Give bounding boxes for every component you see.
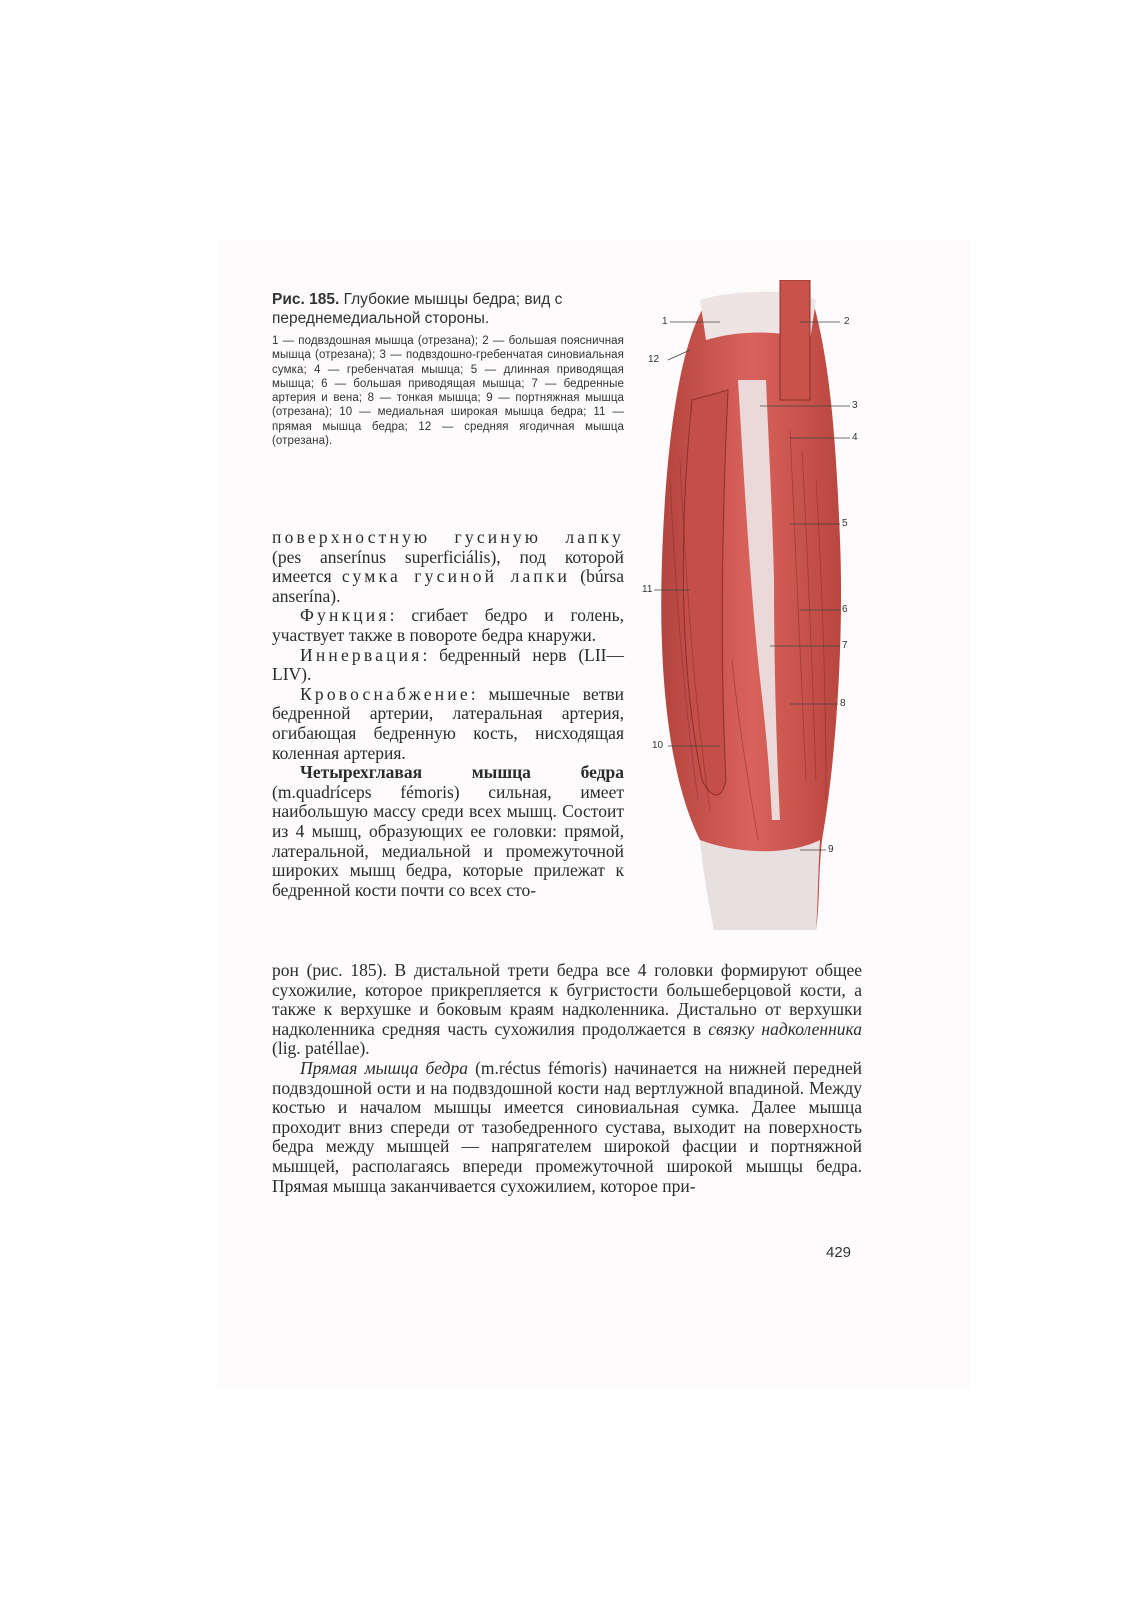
figure-label-9: 9 — [828, 844, 834, 855]
figure-label-8: 8 — [840, 698, 846, 709]
figure-label-1: 1 — [662, 316, 668, 327]
anatomy-figure — [640, 280, 880, 940]
figure-label-11: 11 — [642, 584, 653, 595]
caption-prefix: Рис. 185. — [272, 291, 340, 308]
term-rectus-femoris: Прямая мышца бедра — [300, 1057, 468, 1078]
figure-label-2: 2 — [844, 316, 850, 327]
caption-title — [272, 290, 624, 328]
paragraph-tendon — [272, 961, 862, 1059]
figure-label-4: 4 — [852, 432, 858, 443]
column-text — [272, 528, 624, 900]
text-run: : мышечные ветви бедренной артерии, латеральная артерия, огибающая бедренную кость, нисходящая коленная артерия. — [272, 683, 624, 763]
text-run: рон (рис. 185). В дистальной трети бедра все 4 головки формируют общее сухожилие, которое прикрепляется к бугристости большеберцовой кости, а также к верхушке и боковым краям надколенника. Дистально от верхушки надколенника средняя часть сухожилия продолжается в — [272, 960, 862, 1039]
term-pes-anserinus: поверхностную гусиную лапку — [272, 527, 624, 547]
caption-title-text: Глубокие мышцы бедра; вид с переднемедиальной стороны. — [272, 291, 563, 327]
text-run: (búrsa anserína). — [272, 566, 624, 606]
figure-label-10: 10 — [652, 740, 664, 751]
text-run: : сгибает бедро и голень, участвует также в повороте бедра кнаружи. — [272, 605, 624, 645]
paragraph-rectus-femoris — [272, 1059, 862, 1196]
figure-label-3: 3 — [852, 400, 858, 411]
label-blood-supply: Кровоснабжение — [300, 683, 471, 704]
caption-legend: 1 — подвздошная мышца (отрезана); 2 — большая поясничная мышца (отрезана); 3 — подвздошно-гребенчатая синовиальная сумка; 4 — гребенчатая мышца; 5 — длинная приводящая мышца; 6 — большая приводящая мышца; 7 — бедренные артерия и вена; 8 — тонкая мышца; 9 — портняжная мышца (отрезана); 10 — медиальная широкая мышца бедра; 11 — прямая мышца бедра; 12 — средняя ягодичная мышца (отрезана). — [272, 335, 624, 448]
paragraph-quadriceps — [272, 763, 624, 900]
term-bursa: сумка гусиной лапки — [341, 566, 571, 587]
label-innervation: Иннервация — [300, 644, 423, 665]
text-run: : бедренный нерв (LII—LIV). — [272, 644, 624, 685]
term-patellar-ligament: связку надколенника — [708, 1018, 862, 1039]
figure-label-6: 6 — [842, 604, 848, 615]
paragraph-pes-anserinus — [272, 528, 624, 606]
label-function: Функция — [300, 605, 390, 626]
text-run: (pes anserínus superficiális), под которой имеется — [272, 546, 624, 587]
heading-quadriceps: Четырехглавая мышца бедра — [300, 762, 624, 783]
figure-caption — [272, 290, 624, 448]
text-run: (m.réctus fémoris) начинается на нижней передней подвздошной ости и на подвздошной кости над вертлужной впадиной. Между костью и началом мышцы имеется синовиальная сумка. Далее мышца проходит вниз спереди от тазобедренного сустава, выходит на поверхность бедра между мышцей — напрягателем широкой фасции и портняжной мышцей, располагаясь впереди промежуточной широкой мышцы бедра. Прямая мышца заканчивается сухожилием, которое при- — [272, 1057, 862, 1196]
text-run: (lig. patéllae). — [272, 1038, 370, 1059]
figure-label-12: 12 — [648, 354, 660, 365]
paragraph-blood-supply — [272, 685, 624, 763]
paragraph-function — [272, 606, 624, 645]
figure-label-5: 5 — [842, 518, 848, 529]
paragraph-innervation — [272, 646, 624, 685]
wide-text — [272, 961, 862, 1196]
figure-label-7: 7 — [842, 640, 848, 651]
psoas-cut — [780, 280, 810, 400]
page-number: 429 — [826, 1244, 852, 1261]
text-run: (m.quadríceps fémoris) сильная, имеет наибольшую массу среди всех мышц. Состоит из 4 мышц, образующих ее головки: прямой, латеральной, медиальной и промежуточной широких мышц бедра, которые прилежат к бедренной кости почти со всех сто- — [272, 781, 624, 900]
knee-region — [700, 840, 820, 930]
